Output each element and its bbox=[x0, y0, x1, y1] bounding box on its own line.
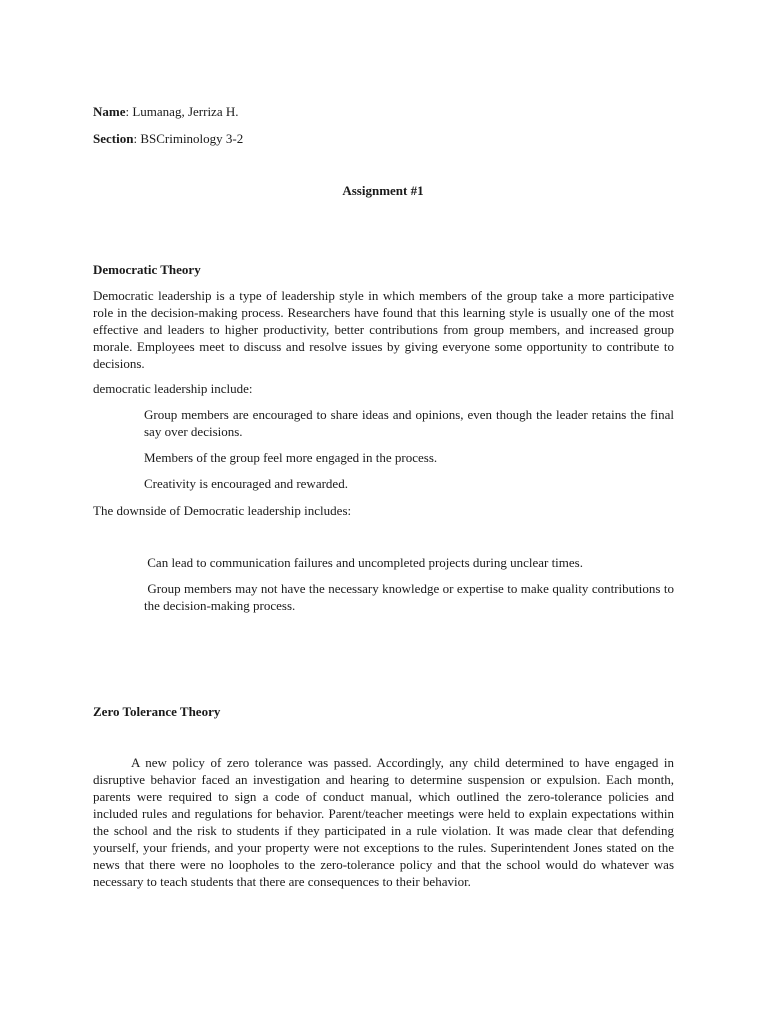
name-line bbox=[93, 103, 673, 120]
zero-tolerance-paragraph: A new policy of zero tolerance was passed. Accordingly, any child determined to have engaged in disruptive behavior faced an investigation and hearing to determine suspension or expulsion. Each month, parents were required to sign a code of conduct manual, which outlined the zero-tolerance policies and included rules and regulations for behavior. Parent/teacher meetings were held to explain expectations within the school and the risk to students if they participated in a rule violation. It was made clear that defending yourself, your friends, and your property were not exceptions to the rules. Superintendent Jones stated on the news that there were no loopholes to the zero-tolerance policy and that the school would do whatever was necessary to teach students that there are consequences to their behavior. bbox=[93, 755, 674, 889]
zero-tolerance-heading: Zero Tolerance Theory bbox=[93, 704, 221, 719]
list-item: Members of the group feel more engaged in the process. bbox=[144, 450, 438, 465]
assignment-title: Assignment #1 bbox=[342, 183, 424, 198]
list-item: Group members may not have the necessary knowledge or expertise to make quality contributions to the decision-making process. bbox=[144, 581, 678, 613]
list-item: Group members are encouraged to share ideas and opinions, even though the leader retains the final say over decisions. bbox=[144, 407, 674, 439]
section-line bbox=[93, 130, 673, 147]
democratic-paragraph: Democratic leadership is a type of leadership style in which members of the group take a more participative role in the decision-making process. Researchers have found that this learning style is usually one of the most effective and leaders to higher productivity, better contributions from group members, and increased group morale. Employees meet to discuss and resolve issues by giving everyone some opportunity to contribute to decisions. bbox=[93, 288, 674, 371]
list-item: Creativity is encouraged and rewarded. bbox=[144, 476, 348, 491]
section-value: : BSCriminology 3-2 bbox=[133, 131, 244, 146]
section-label: Section bbox=[93, 131, 134, 146]
name-label: Name bbox=[93, 104, 126, 119]
name-value: : Lumanag, Jerriza H. bbox=[125, 104, 239, 119]
democratic-downside-intro: The downside of Democratic leadership includes: bbox=[93, 503, 352, 518]
democratic-includes-intro: democratic leadership include: bbox=[93, 381, 253, 396]
democratic-heading: Democratic Theory bbox=[93, 262, 201, 277]
list-item: Can lead to communication failures and uncompleted projects during unclear times. bbox=[144, 555, 583, 570]
